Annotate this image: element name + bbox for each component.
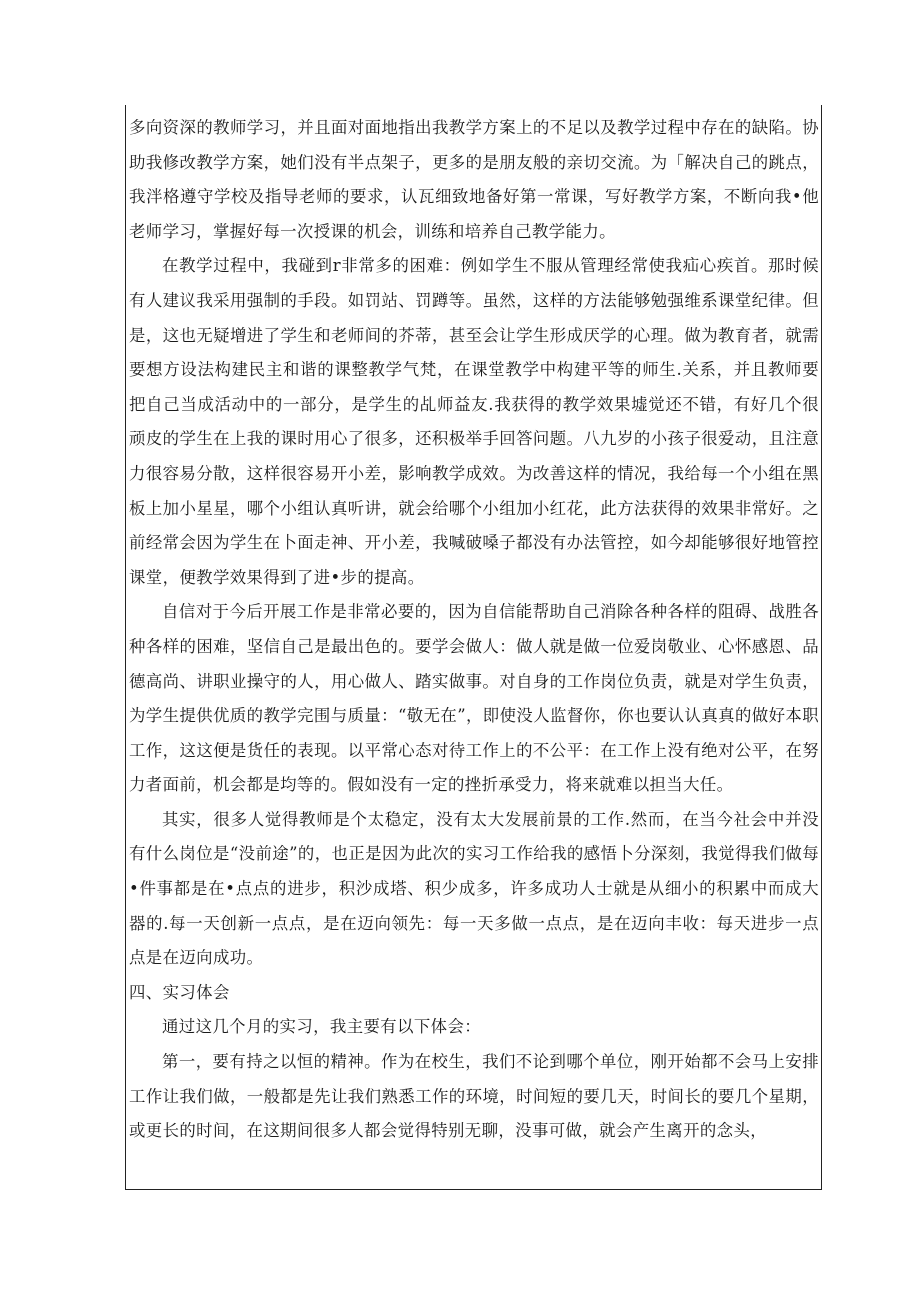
paragraph-1: 多向资深的教师学习，并且面对面地指出我教学方案上的不足以及教学过程中存在的缺陷。协助我修改教学方案，她们没有半点架子，更多的是朋友般的亲切交流。为「解决自己的跳点，我泮格遵守学校及指导老师的要求，认瓦细致地备好第一常课，写好教学方案，不断向我•他老师学习，掌握好每一次授课的机会，训练和培养自己教学能力。 bbox=[129, 118, 819, 241]
paragraph-2: 在教学过程中，我碰到r非常多的困难：例如学生不服从管理经常使我疝心疾首。那时候有人建议我采用强制的手段。如罚站、罚蹲等。虽然，这样的方法能够勉强维系课堂纪律。但是，这也无疑增进了学生和老师间的芥蒂，甚至会让学生形成厌学的心理。做为教育者，就需要想方设法构建民主和谐的课整教学气梵，在课堂教学中构建平等的师生.关系，并且教师要把自己当成活动中的一部分，是学生的乩师益友.我获得的教学效果墟觉还不错，有好几个很顽皮的学生在上我的课时用心了很多，还积极举手回答问题。八九岁的小孩子很爱动，且注意力很容易分散，这样很容易开小差，影响教学成效。为改善这样的情况，我给每一个小组在黑板上加小星星，哪个小组认真听讲，就会给哪个小组加小红花，此方法获得的效果非常好。之前经常会因为学生在卜面走神、开小差，我喊破嗓子都没有办法管控，如今却能够很好地管控课堂，便教学效果得到了进•步的提高。 bbox=[129, 256, 819, 587]
section-heading: 四、实习体会 bbox=[129, 982, 230, 1002]
paragraph-3: 自信对于今后开展工作是非常必要的，因为自信能帮助自己消除各种各样的阻碍、战胜各种各样的困难，坚信自己是最出色的。要学会做人：做人就是做一位爱岗敬业、心怀感恩、品德高尚、讲职业操守的人，用心做人、踏实做事。对自身的工作岗位负责，就是对学生负责，为学生提供优质的教学完围与质量：“敬无在”，即使没人监督你，你也要认认真真的做好本职工作，这这便是货任的表现。以平常心态对待工作上的不公平：在工作上没有绝对公平，在努力者面前，机会都是均等的。假如没有一定的挫折承受力，将来就难以担当大任。 bbox=[129, 602, 819, 795]
paragraph-6: 通过这几个月的实习，我主要有以下体会： bbox=[162, 1017, 482, 1037]
paragraph-4: 其实，很多人觉得教师是个太稳定，没有太大发展前景的工作.然而，在当今社会中并没有什么岗位是“没前途”的，也正是因为此次的实习工作给我的感悟卜分深刻，我觉得我们做每•件事都是在•点点的进步，积沙成塔、积少成多，许多成功人士就是从细小的积累中而成大器的.每一天创新一点点，是在迈向领先：每一天多做一点点，是在迈向丰收：每天进步一点点是在迈向成功。 bbox=[129, 809, 819, 968]
document-body bbox=[129, 111, 819, 1149]
paragraph-7: 第一，要有持之以恒的精神。作为在校生，我们不论到哪个单位，刚开始都不会马上安排工作让我们做，一般都是先让我们熟悉工作的环境，时间短的要几天，时间长的要几个星期，或更长的时间，在这期间很多人都会觉得特别无聊，没事可做，就会产生离开的念头， bbox=[129, 1052, 819, 1141]
